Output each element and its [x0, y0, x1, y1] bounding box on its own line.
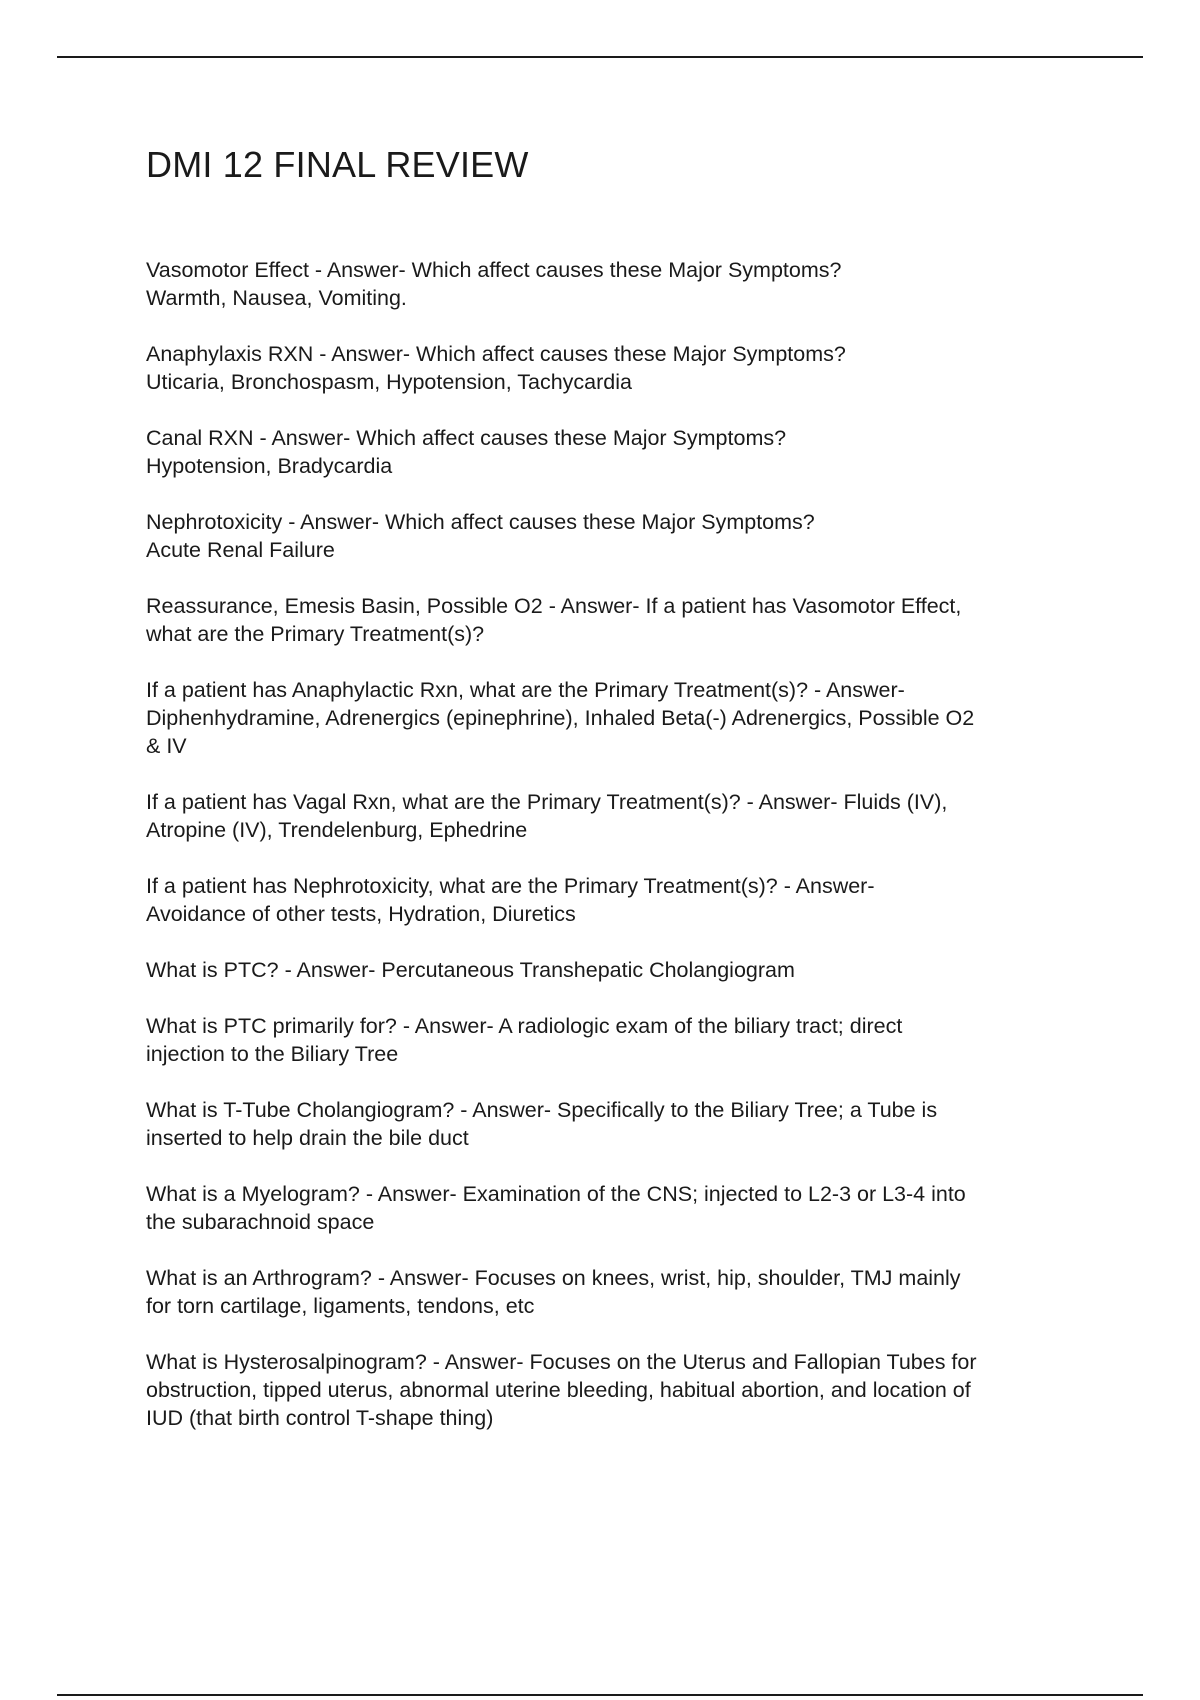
review-entry: If a patient has Vagal Rxn, what are the Primary Treatment(s)? - Answer- Fluids (IV), Atropine (IV), Trendelenburg, Ephedrine [146, 790, 948, 842]
review-entry: What is a Myelogram? - Answer- Examination of the CNS; injected to L2-3 or L3-4 into the subarachnoid space [146, 1182, 966, 1234]
review-entry: What is T-Tube Cholangiogram? - Answer- Specifically to the Biliary Tree; a Tube is inserted to help drain the bile duct [146, 1098, 938, 1150]
review-entry: What is an Arthrogram? - Answer- Focuses on knees, wrist, hip, shoulder, TMJ mainly for torn cartilage, ligaments, tendons, etc [146, 1266, 961, 1318]
document-title: DMI 12 FINAL REVIEW [146, 144, 529, 185]
review-entry: Nephrotoxicity - Answer- Which affect causes these Major Symptoms? Acute Renal Failure [146, 510, 815, 562]
review-entry: What is PTC primarily for? - Answer- A radiologic exam of the biliary tract; direct injection to the Biliary Tree [146, 1014, 903, 1066]
review-entry: Anaphylaxis RXN - Answer- Which affect causes these Major Symptoms? Uticaria, Bronchospasm, Hypotension, Tachycardia [146, 342, 846, 394]
review-entry: What is PTC? - Answer- Percutaneous Transhepatic Cholangiogram [146, 958, 795, 982]
review-entry: Vasomotor Effect - Answer- Which affect causes these Major Symptoms? Warmth, Nausea, Vomiting. [146, 258, 842, 310]
review-entry: If a patient has Nephrotoxicity, what are the Primary Treatment(s)? - Answer- Avoidance of other tests, Hydration, Diuretics [146, 874, 875, 926]
review-entry: What is Hysterosalpinogram? - Answer- Focuses on the Uterus and Fallopian Tubes for obstruction, tipped uterus, abnormal uterine bleeding, habitual abortion, and location of IUD (that birth control T-shape thing) [146, 1350, 977, 1430]
footer-rule [57, 1694, 1143, 1696]
header-rule [57, 56, 1143, 58]
review-entries [146, 256, 1086, 1460]
review-entry: Canal RXN - Answer- Which affect causes these Major Symptoms? Hypotension, Bradycardia [146, 426, 787, 478]
review-entry: Reassurance, Emesis Basin, Possible O2 - Answer- If a patient has Vasomotor Effect, what are the Primary Treatment(s)? [146, 594, 962, 646]
review-entry: If a patient has Anaphylactic Rxn, what are the Primary Treatment(s)? - Answer- Diphenhydramine, Adrenergics (epinephrine), Inhaled Beta(-) Adrenergics, Possible O2 & IV [146, 678, 975, 758]
